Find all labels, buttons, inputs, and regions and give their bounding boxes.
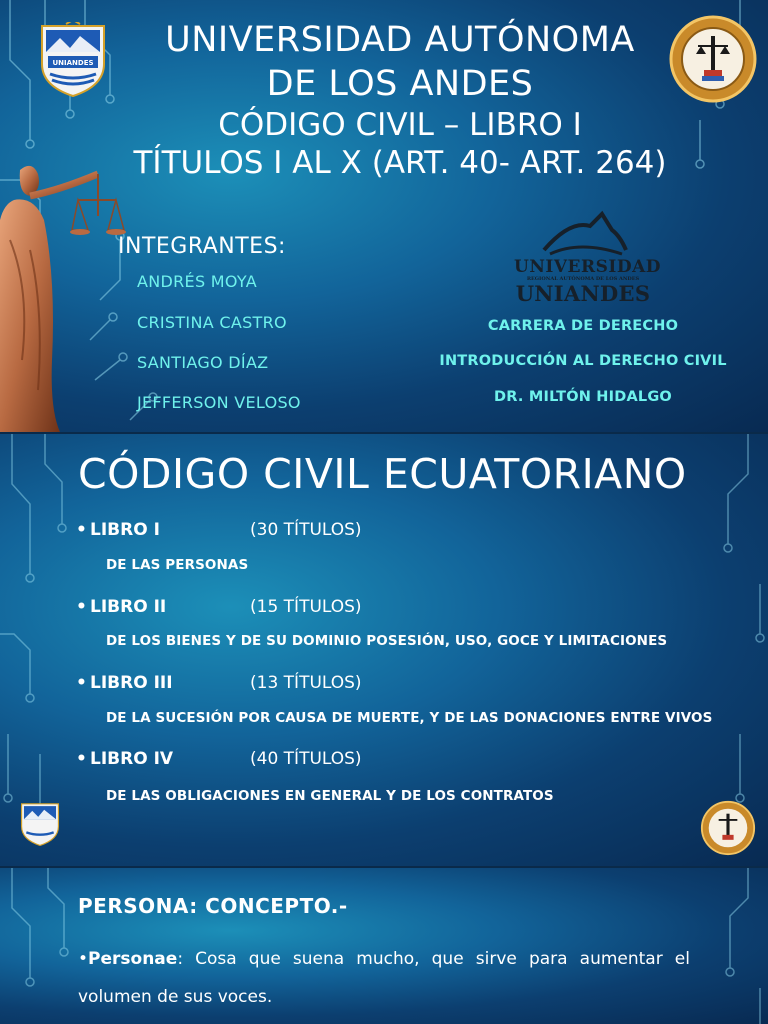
libro-count: (15 TÍTULOS) <box>250 597 362 617</box>
wordmark-line: UNIANDES <box>515 281 651 306</box>
integrantes-heading: INTEGRANTES: <box>118 234 286 259</box>
info-carrera: CARRERA DE DERECHO <box>487 318 679 334</box>
libro-count: (40 TÍTULOS) <box>250 749 362 769</box>
lady-justice-statue <box>0 160 130 432</box>
term-personae: Personae <box>88 949 178 969</box>
libro-item: • LIBRO II <box>76 597 167 617</box>
libro-name: LIBRO III <box>90 673 173 693</box>
persona-definition: •Personae: Cosa que suena mucho, que sirve para aumentar el volumen de sus voces. <box>78 949 690 1007</box>
slide-title <box>0 0 768 432</box>
libro-item: • LIBRO I <box>76 520 160 540</box>
uniandes-shield-logo-small <box>18 800 62 848</box>
libro-description: DE LOS BIENES Y DE SU DOMINIO POSESIÓN, USO, GOCE Y LIMITACIONES <box>106 633 668 649</box>
libro-description: DE LAS OBLIGACIONES EN GENERAL Y DE LOS CONTRATOS <box>106 788 554 804</box>
member-name: SANTIAGO DÍAZ <box>137 353 269 372</box>
title-line-codigo: CÓDIGO CIVIL – LIBRO I <box>218 107 582 143</box>
uniandes-wordmark <box>514 257 661 306</box>
wordmark-line: UNIVERSIDAD <box>514 257 661 277</box>
libro-name: LIBRO II <box>90 597 167 617</box>
presentation-title <box>70 18 730 182</box>
libro-item: • LIBRO III <box>76 673 173 693</box>
libro-count: (13 TÍTULOS) <box>250 673 362 693</box>
uniandes-mountain-icon <box>540 210 630 258</box>
member-name: CRISTINA CASTRO <box>137 313 287 332</box>
wordmark-subline: REGIONAL AUTÓNOMA DE LOS ANDES <box>526 276 640 282</box>
faculty-seal-logo-small <box>700 800 756 856</box>
libro-item: • LIBRO IV <box>76 749 174 769</box>
libro-name: LIBRO IV <box>90 749 174 769</box>
member-name: ANDRÉS MOYA <box>137 272 258 291</box>
info-materia: INTRODUCCIÓN AL DERECHO CIVIL <box>439 353 727 369</box>
shield-label: UNIANDES <box>52 59 94 67</box>
member-name: JEFFERSON VELOSO <box>137 393 301 412</box>
info-docente: DR. MILTÓN HIDALGO <box>494 389 672 405</box>
libro-description: DE LAS PERSONAS <box>106 557 249 573</box>
title-line-titulos: TÍTULOS I AL X (ART. 40- ART. 264) <box>133 145 667 181</box>
libro-name: LIBRO I <box>90 520 160 540</box>
libro-count: (30 TÍTULOS) <box>250 520 362 540</box>
title-line-university: UNIVERSIDAD AUTÓNOMA <box>165 20 635 60</box>
definition-text: : Cosa que suena mucho, que sirve para aumentar el volumen de sus voces. <box>78 949 690 1007</box>
persona-heading: PERSONA: CONCEPTO.- <box>78 894 348 918</box>
title-line-andes: DE LOS ANDES <box>266 64 534 104</box>
codigo-civil-heading: CÓDIGO CIVIL ECUATORIANO <box>78 450 687 498</box>
libro-description: DE LA SUCESIÓN POR CAUSA DE MUERTE, Y DE LAS DONACIONES ENTRE VIVOS <box>106 710 713 726</box>
